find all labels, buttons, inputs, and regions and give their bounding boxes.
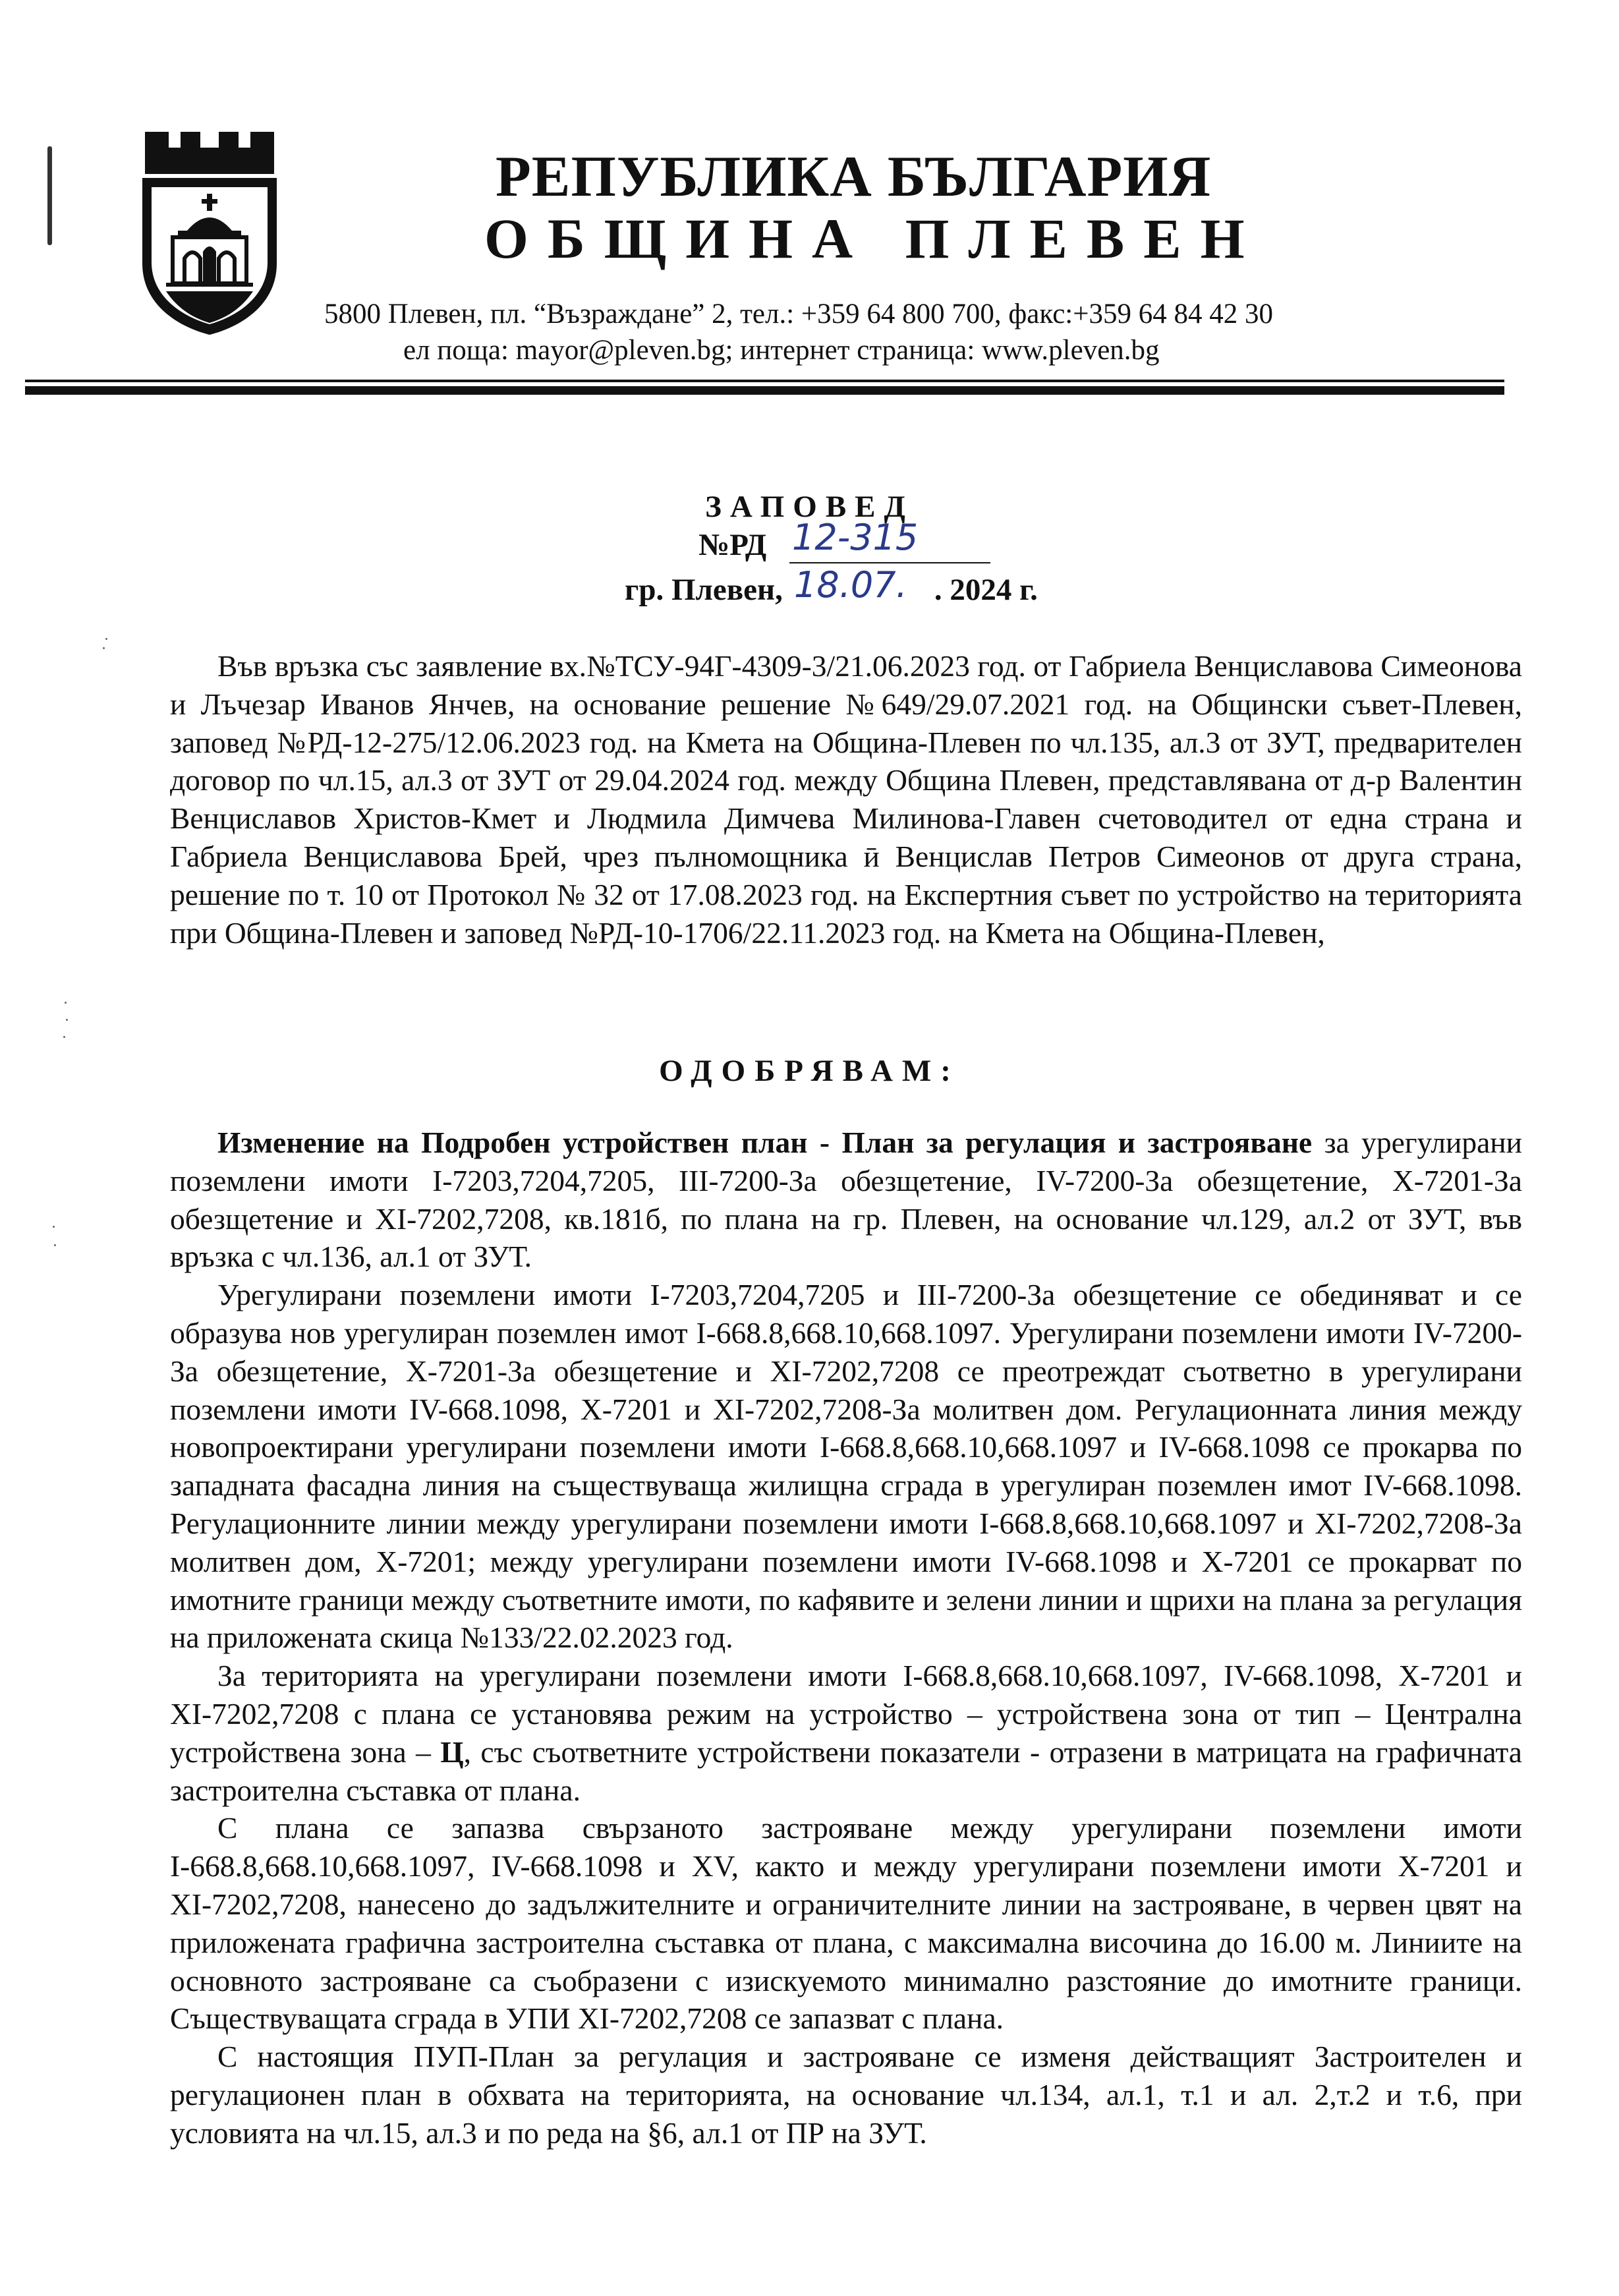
order-number-underline	[789, 562, 990, 563]
municipality-title: ОБЩИНА ПЛЕВЕН	[484, 207, 1264, 270]
order-body	[170, 1124, 1522, 2152]
preamble-section	[170, 647, 1522, 952]
plan-change-lead: Изменение на Подробен устройствен план - План за регулация и застрояване	[217, 1126, 1313, 1159]
order-title: ЗАПОВЕД	[705, 490, 914, 524]
plan-change-rest: за урегулирани поземлени имоти І-7203,7204,7205, ІІІ-7200-За обезщетение, ІV-7200-За обезщетение, Х-7201-За обезщетение и ХІ-7202,7208, кв.181б, по плана на гр. Плевен, на основание чл.129, ал.2 от ЗУТ, във връзка с чл.136, ал.1 от ЗУТ.	[170, 1126, 1522, 1274]
address-line: 5800 Плевен, пл. “Възраждане” 2, тел.: +359 64 800 700, факс:+359 64 84 42 30	[324, 299, 1273, 330]
pleven-coat-of-arms-icon	[140, 127, 279, 337]
header-divider-thin	[25, 380, 1504, 382]
margin-pen-mark	[47, 146, 52, 245]
paragraph-amendment: С настоящия ПУП-План за регулация и застрояване се изменя действащият Застроителен и регулационен план в обхвата на територията, на основание чл.134, ал.1, т.1 и ал. 2,т.2 и т.6, при условията на чл.15, ал.3 и по реда на §6, ал.1 от ПР на ЗУТ.	[170, 2040, 1522, 2150]
zone-text-before: За територията на урегулирани поземлени имоти І-668.8,668.10,668.1097, ІV-668.1098, Х-7201 и ХІ-7202,7208 с плана се установява режим на устройство – устройствена зона от тип – Централна устройствена зона –	[170, 1659, 1522, 1769]
contacts-line: ел поща: mayor@pleven.bg; интернет страница: www.pleven.bg	[403, 335, 1160, 366]
place-label: гр. Плевен,	[625, 573, 783, 607]
paragraph-regulation: Урегулирани поземлени имоти І-7203,7204,7205 и ІІІ-7200-За обезщетение се обединяват и се образува нов урегулиран поземлен имот І-668.8,668.10,668.1097. Урегулирани поземлени имоти ІV-7200-За обезщетение, Х-7201-За обезщетение и ХІ-7202,7208 се преотреждат съответно в урегулирани поземлени имоти ІV-668.1098, Х-7201 и ХІ-7202,7208-За молитвен дом. Регулационната линия между новопроектирани урегулирани поземлени имоти І-668.8,668.10,668.1097 и ІV-668.1098 се прокарва по западната фасадна линия на съществуваща жилищна сграда в урегулиран поземлен имот ІV-668.1098. Регулационните линии между урегулирани поземлени имоти І-668.8,668.10,668.1097 и ХІ-7202,7208-За молитвен дом, Х-7201; между урегулирани поземлени имоти ІV-668.1098 и Х-7201 се прокарват по имотните граници между съответните имоти, по кафявите и зелени линии и щрихи на плана за регулация на приложената скица №133/22.02.2023 год.	[170, 1278, 1522, 1655]
zone-code: Ц	[440, 1735, 464, 1769]
paragraph-zone	[170, 1657, 1522, 1809]
republic-title: РЕПУБЛИКА БЪЛГАРИЯ	[496, 145, 1212, 209]
header-divider-thick	[25, 386, 1504, 395]
approve-heading: ОДОБРЯВАМ:	[659, 1054, 960, 1088]
order-number-label: №РД	[698, 528, 767, 562]
handwritten-date: 18.07.	[794, 564, 907, 606]
year-label: . 2024 г.	[934, 573, 1038, 607]
handwritten-order-number: 12-315	[792, 517, 919, 558]
zone-text-after: , със съответните устройствени показатели - отразени в матрицата на графичната застроителна съставка от плана.	[170, 1735, 1522, 1807]
preamble-paragraph: Във връзка със заявление вх.№ТСУ-94Г-4309-3/21.06.2023 год. от Габриела Венциславова Симеонова и Лъчезар Иванов Янчев, на основание решение №649/29.07.2021 год. на Общински съвет-Плевен, заповед №РД-12-275/12.06.2023 год. на Кмета на Община-Плевен по чл.135, ал.3 от ЗУТ, предварителен договор по чл.15, ал.3 от ЗУТ от 29.04.2024 год. между Община Плевен, представлявана от д-р Валентин Венциславов Христов-Кмет и Людмила Димчева Милинова-Главен счетоводител от една страна и Габриела Венциславова Брей, чрез пълномощника ӣ Венцислав Петров Симеонов от друга страна, решение по т. 10 от Протокол № 32 от 17.08.2023 год. на Експертния съвет по устройство на територията при Община-Плевен и заповед №РД-10-1706/22.11.2023 год. на Кмета на Община-Плевен,	[170, 649, 1522, 950]
paragraph-building: С плана се запазва свързаното застрояване между урегулирани поземлени имоти І-668.8,668.10,668.1097, ІV-668.1098 и ХV, както и между урегулирани поземлени имоти Х-7201 и ХІ-7202,7208, нанесено до задължителните и ограничителните линии на застрояване, в червен цвят на приложената графична застроителна съставка от плана, с максимална височина до 16.00 м. Линиите на основното застрояване са съобразени с изискуемото минимално разстояние до имотните граници. Съществуващата сграда в УПИ ХІ-7202,7208 се запазват с плана.	[170, 1811, 1522, 2036]
paragraph-plan-change	[170, 1124, 1522, 1276]
